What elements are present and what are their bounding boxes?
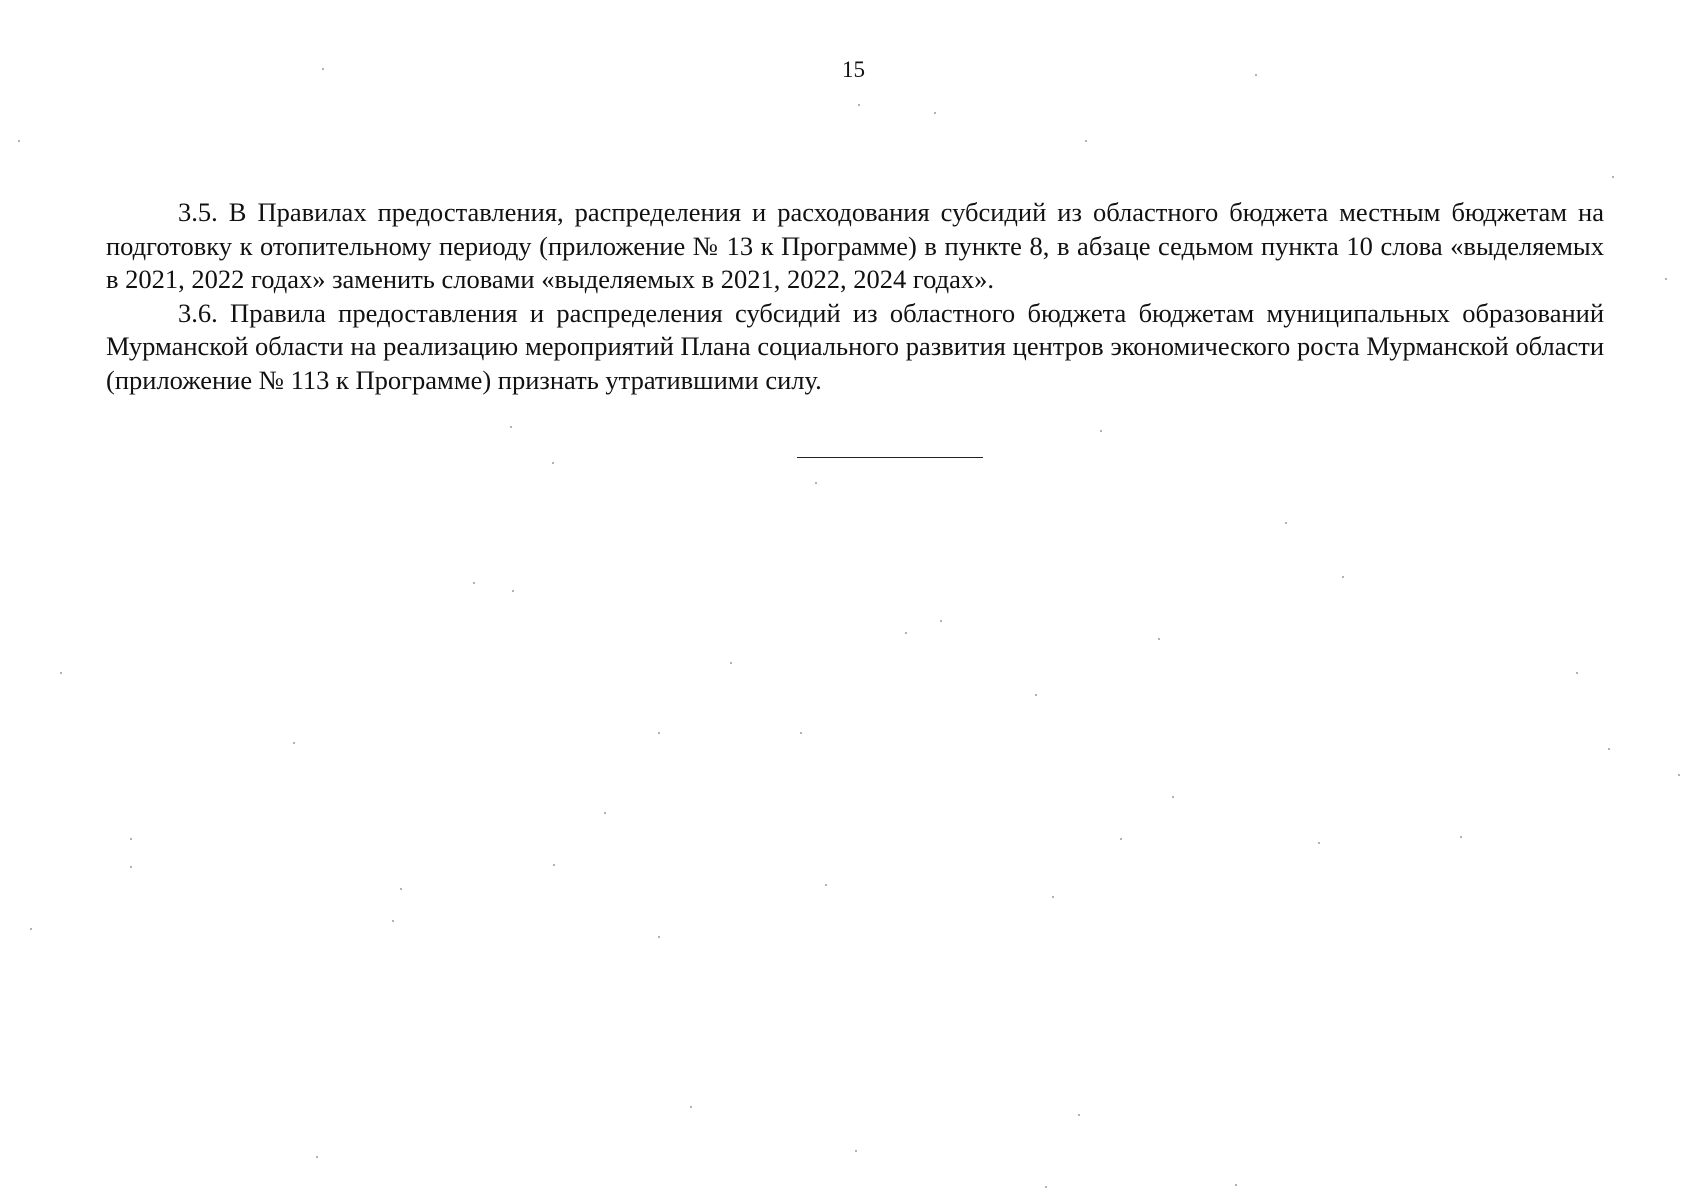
document-body: [106, 196, 1604, 397]
page-number: 15: [842, 57, 865, 82]
paragraph-3-6: 3.6. Правила предоставления и распределения субсидий из областного бюджета бюджетам муниципальных образований Мурманской области на реализацию мероприятий Плана социального развития центров экономического роста Мурманской области (приложение № 113 к Программе) признать утратившими силу.: [106, 297, 1604, 395]
paragraph-3-5: 3.5. В Правилах предоставления, распределения и расходования субсидий из областного бюджета местным бюджетам на подготовку к отопительному периоду (приложение № 13 к Программе) в пункте 8, в абзаце седьмом пункта 10 слова «выделяемых в 2021, 2022 годах» заменить словами «выделяемых в 2021, 2022, 2024 годах».: [106, 197, 1604, 294]
end-of-document-rule: [797, 457, 983, 458]
